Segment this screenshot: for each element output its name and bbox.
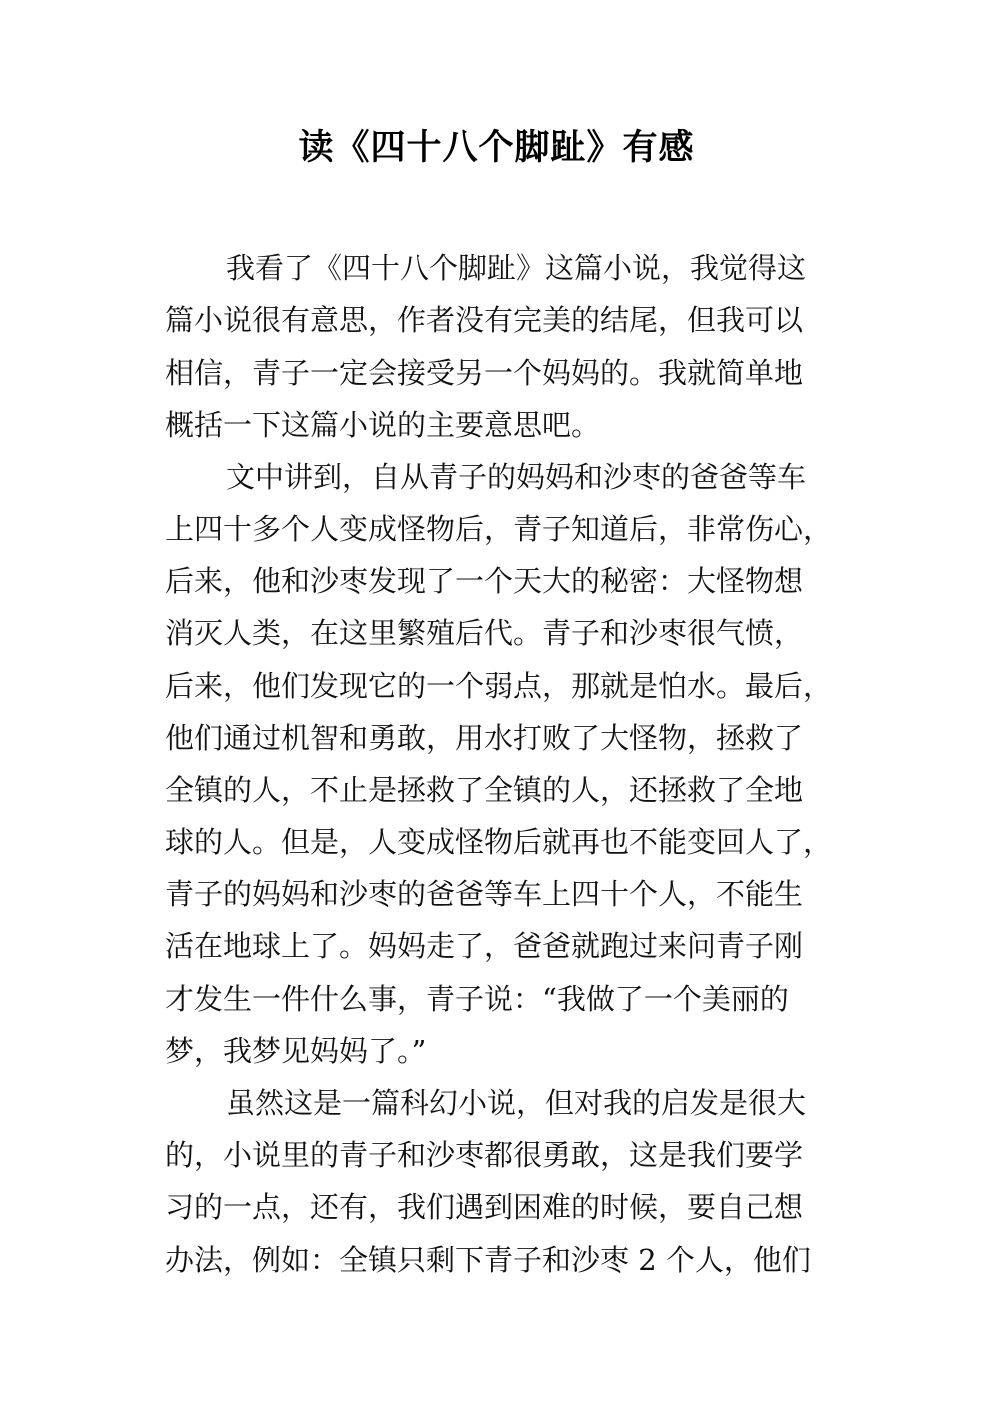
paragraph-line: 才发生一件什么事，青子说：“我做了一个美丽的	[165, 982, 789, 1016]
paragraph-line: 他们通过机智和勇敢，用水打败了大怪物，拯救了	[165, 721, 804, 755]
paragraph-line: 习的一点，还有，我们遇到困难的时候，要自己想	[165, 1190, 804, 1224]
paragraph-line: 活在地球上了。妈妈走了，爸爸就跑过来问青子刚	[165, 929, 804, 963]
paragraph-line: 消灭人类，在这里繁殖后代。青子和沙枣很气愤，	[165, 616, 804, 650]
document-title: 读《四十八个脚趾》有感	[298, 128, 695, 168]
paragraph-line: 相信，青子一定会接受另一个妈妈的。我就简单地	[165, 356, 804, 390]
paragraph-line: 梦，我梦见妈妈了。”	[165, 1034, 427, 1068]
paragraph-line: 文中讲到，自从青子的妈妈和沙枣的爸爸等车	[226, 460, 807, 494]
paragraph-line: 概括一下这篇小说的主要意思吧。	[165, 408, 601, 442]
paragraph-line: 后来，他和沙枣发现了一个天大的秘密：大怪物想	[165, 564, 804, 598]
paragraph-line: 我看了《四十八个脚趾》这篇小说，我觉得这	[226, 251, 807, 285]
paragraph-line: 上四十多个人变成怪物后，青子知道后，非常伤心，	[165, 512, 833, 546]
paragraph-line: 全镇的人，不止是拯救了全镇的人，还拯救了全地	[165, 773, 804, 807]
paragraph-line: 虽然这是一篇科幻小说，但对我的启发是很大	[226, 1086, 807, 1120]
paragraph-line: 的，小说里的青子和沙枣都很勇敢，这是我们要学	[165, 1138, 804, 1172]
paragraph-line: 办法，例如：全镇只剩下青子和沙枣 2 个人，他们	[165, 1243, 811, 1277]
paragraph-line: 球的人。但是，人变成怪物后就再也不能变回人了，	[165, 825, 833, 859]
paragraph-line: 后来，他们发现它的一个弱点，那就是怕水。最后，	[165, 669, 833, 703]
paragraph-line: 篇小说很有意思，作者没有完美的结尾，但我可以	[165, 303, 804, 337]
paragraph-line: 青子的妈妈和沙枣的爸爸等车上四十个人，不能生	[165, 877, 804, 911]
